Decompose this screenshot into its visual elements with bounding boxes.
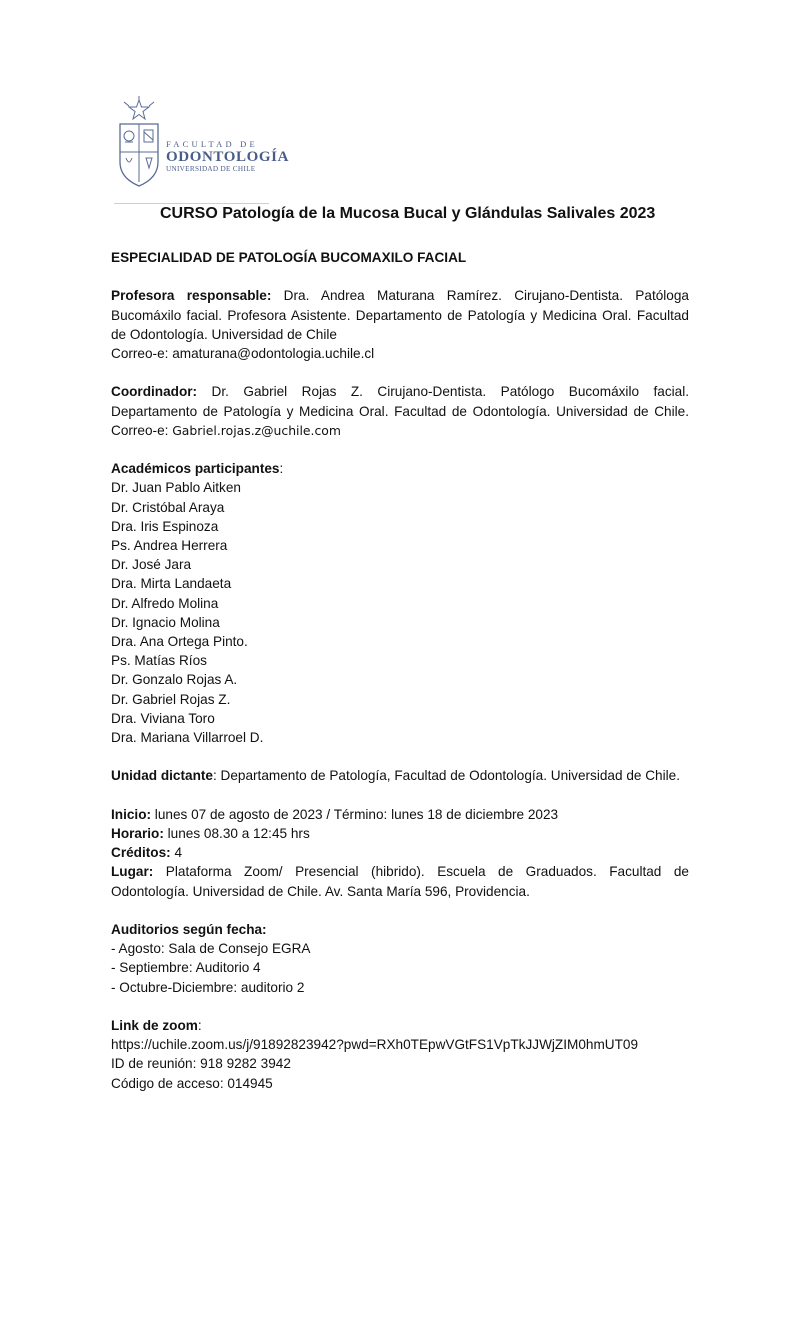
schedule-text: lunes 08.30 a 12:45 hrs — [163, 826, 310, 842]
zoom-meeting-id: ID de reunión: 918 9282 3942 — [111, 1056, 291, 1072]
unit-section — [111, 766, 689, 785]
responsible-label: Profesora responsable: — [111, 288, 272, 304]
zoom-label: Link de zoom — [111, 1018, 198, 1034]
auditorium-list-item: - Agosto: Sala de Consejo EGRA — [111, 941, 311, 957]
auditoriums-heading: Auditorios según fecha: — [111, 922, 267, 938]
logo-line-2: ODONTOLOGÍA — [166, 148, 290, 165]
auditorium-list-item: - Septiembre: Auditorio 4 — [111, 960, 261, 976]
responsible-text: Dra. Andrea Maturana Ramírez. Cirujano-Dentista. Patóloga Bucomáxilo facial. Profesora Asistente. Departamento de Patología y Medicina Oral. Facultad de Odontología. Universidad de Chile — [111, 288, 689, 342]
academics-heading — [111, 459, 689, 478]
responsible-email: Correo-e: amaturana@odontologia.uchile.cl — [111, 346, 375, 361]
logo-line-1: FACULTAD DE — [166, 139, 258, 149]
academic-list-item: Dr. Alfredo Molina — [111, 595, 219, 611]
unit-paragraph — [111, 766, 689, 785]
academic-list-item: Dra. Viviana Toro — [111, 710, 215, 726]
place-label: Lugar: — [111, 864, 154, 880]
academic-list-item: Dra. Iris Espinoza — [111, 518, 219, 534]
zoom-colon: : — [197, 1018, 202, 1034]
academic-list-item: Dra. Mirta Landaeta — [111, 576, 232, 592]
academic-list-item: Dr. Gabriel Rojas Z. — [111, 691, 231, 707]
auditoriums-section — [111, 920, 689, 997]
credits-line — [111, 843, 689, 862]
page-title: CURSO Patología de la Mucosa Bucal y Glándulas Salivales 2023 — [160, 205, 656, 222]
coordinator-section — [111, 382, 689, 440]
auditorium-list-item: - Octubre-Diciembre: auditorio 2 — [111, 979, 305, 995]
university-crest-icon — [114, 96, 164, 188]
unit-label: Unidad dictante — [111, 768, 213, 784]
auditoriums-list — [111, 939, 689, 997]
place-text: Plataforma Zoom/ Presencial (hibrido). Escuela de Graduados. Facultad de Odontología. Universidad de Chile. Av. Santa María 596, Providencia. — [111, 864, 689, 899]
logo-text — [166, 140, 289, 173]
academic-list-item: Dra. Mariana Villarroel D. — [111, 730, 264, 746]
place-line — [111, 862, 689, 900]
academic-list-item: Dra. Ana Ortega Pinto. — [111, 634, 248, 650]
academic-list-item: Dr. José Jara — [111, 557, 192, 573]
schedule-line — [111, 824, 689, 843]
responsible-section — [111, 286, 689, 363]
credits-text: 4 — [170, 845, 183, 861]
academics-label: Académicos participantes — [111, 461, 280, 477]
zoom-url-link[interactable]: https://uchile.zoom.us/j/91892823942?pwd=RXh0TEpwVGtFS1VpTkJJWjZIM0hmUT09 — [111, 1037, 639, 1053]
academics-colon: : — [279, 461, 284, 477]
unit-text: : Departamento de Patología, Facultad de Odontología. Universidad de Chile. — [212, 768, 680, 784]
academic-list-item: Dr. Ignacio Molina — [111, 614, 220, 630]
specialty-heading: ESPECIALIDAD DE PATOLOGÍA BUCOMAXILO FACIAL — [111, 250, 467, 265]
coordinator-label: Coordinador: — [111, 384, 198, 400]
academic-list-item: Dr. Gonzalo Rojas A. — [111, 672, 238, 688]
academic-list-item: Dr. Cristóbal Araya — [111, 499, 225, 515]
coordinator-text: Dr. Gabriel Rojas Z. Cirujano-Dentista. Patólogo Bucomáxilo facial. Departamento de Patología y Medicina Oral. Facultad de Odontología. Universidad de Chile. Correo-e: — [111, 384, 689, 438]
schedule-label: Horario: — [111, 826, 164, 842]
course-details — [111, 805, 689, 901]
start-line — [111, 805, 689, 824]
academics-section — [111, 459, 689, 747]
logo-line-3: UNIVERSIDAD DE CHILE — [166, 164, 256, 173]
credits-label: Créditos: — [111, 845, 171, 861]
academic-list-item: Ps. Matías Ríos — [111, 653, 207, 669]
coordinator-email-link[interactable]: Gabriel.rojas.z@uchile.com — [172, 422, 341, 438]
academics-list — [111, 478, 689, 747]
document-body — [111, 248, 689, 1093]
responsible-paragraph — [111, 286, 689, 344]
coordinator-paragraph — [111, 382, 689, 440]
logo-divider — [114, 203, 269, 204]
academic-list-item: Ps. Andrea Herrera — [111, 538, 228, 553]
zoom-heading — [111, 1016, 689, 1035]
zoom-section — [111, 1016, 689, 1093]
start-label: Inicio: — [111, 806, 152, 822]
faculty-logo — [114, 96, 290, 188]
academic-list-item: Dr. Juan Pablo Aitken — [111, 480, 241, 496]
zoom-access-code: Código de acceso: 014945 — [111, 1075, 273, 1091]
start-text: lunes 07 de agosto de 2023 / Término: lunes 18 de diciembre 2023 — [151, 806, 559, 822]
